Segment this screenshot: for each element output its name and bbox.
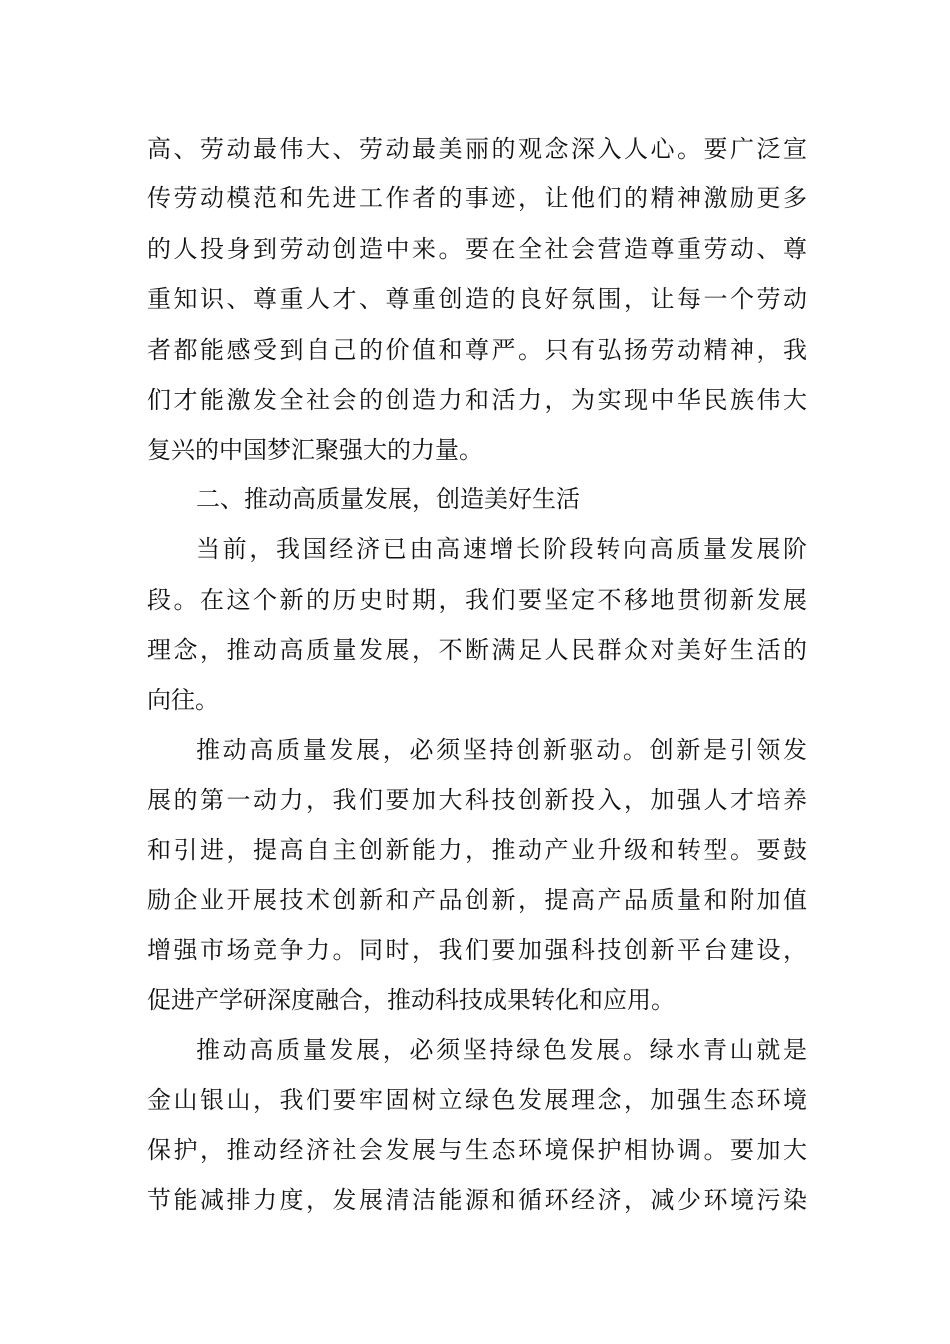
section-heading: 二、推动高质量发展，创造美好生活 bbox=[196, 485, 580, 513]
text-line: 理念，推动高质量发展，不断满足人民群众对美好生活的 bbox=[147, 636, 807, 664]
text-line: 和引进，提高自主创新能力，推动产业升级和转型。要鼓 bbox=[147, 836, 807, 864]
paragraph-first-line: 推动高质量发展，必须坚持绿色发展。绿水青山就是 bbox=[196, 1036, 807, 1064]
text-line: 增强市场竞争力。同时，我们要加强科技创新平台建设， bbox=[147, 936, 807, 964]
text-line: 重知识、尊重人才、尊重创造的良好氛围，让每一个劳动 bbox=[147, 285, 807, 313]
text-line: 促进产学研深度融合，推动科技成果转化和应用。 bbox=[147, 986, 675, 1014]
text-line: 高、劳动最伟大、劳动最美丽的观念深入人心。要广泛宣 bbox=[147, 135, 807, 163]
text-line: 们才能激发全社会的创造力和活力，为实现中华民族伟大 bbox=[147, 386, 807, 414]
text-line: 者都能感受到自己的价值和尊严。只有弘扬劳动精神，我 bbox=[147, 336, 807, 364]
text-line: 展的第一动力，我们要加大科技创新投入，加强人才培养 bbox=[147, 786, 807, 814]
text-line: 的人投身到劳动创造中来。要在全社会营造尊重劳动、尊 bbox=[147, 235, 807, 263]
paragraph-first-line: 推动高质量发展，必须坚持创新驱动。创新是引领发 bbox=[196, 736, 807, 764]
text-line: 段。在这个新的历史时期，我们要坚定不移地贯彻新发展 bbox=[147, 586, 807, 614]
text-line: 节能减排力度，发展清洁能源和循环经济，减少环境污染 bbox=[147, 1186, 807, 1214]
text-line: 保护，推动经济社会发展与生态环境保护相协调。要加大 bbox=[147, 1136, 807, 1164]
paragraph-first-line: 当前，我国经济已由高速增长阶段转向高质量发展阶 bbox=[196, 535, 807, 563]
text-line: 复兴的中国梦汇聚强大的力量。 bbox=[147, 436, 483, 464]
text-line: 金山银山，我们要牢固树立绿色发展理念，加强生态环境 bbox=[147, 1086, 807, 1114]
text-line: 向往。 bbox=[147, 686, 219, 714]
text-line: 传劳动模范和先进工作者的事迹，让他们的精神激励更多 bbox=[147, 184, 807, 212]
text-line: 励企业开展技术创新和产品创新，提高产品质量和附加值 bbox=[147, 886, 807, 914]
